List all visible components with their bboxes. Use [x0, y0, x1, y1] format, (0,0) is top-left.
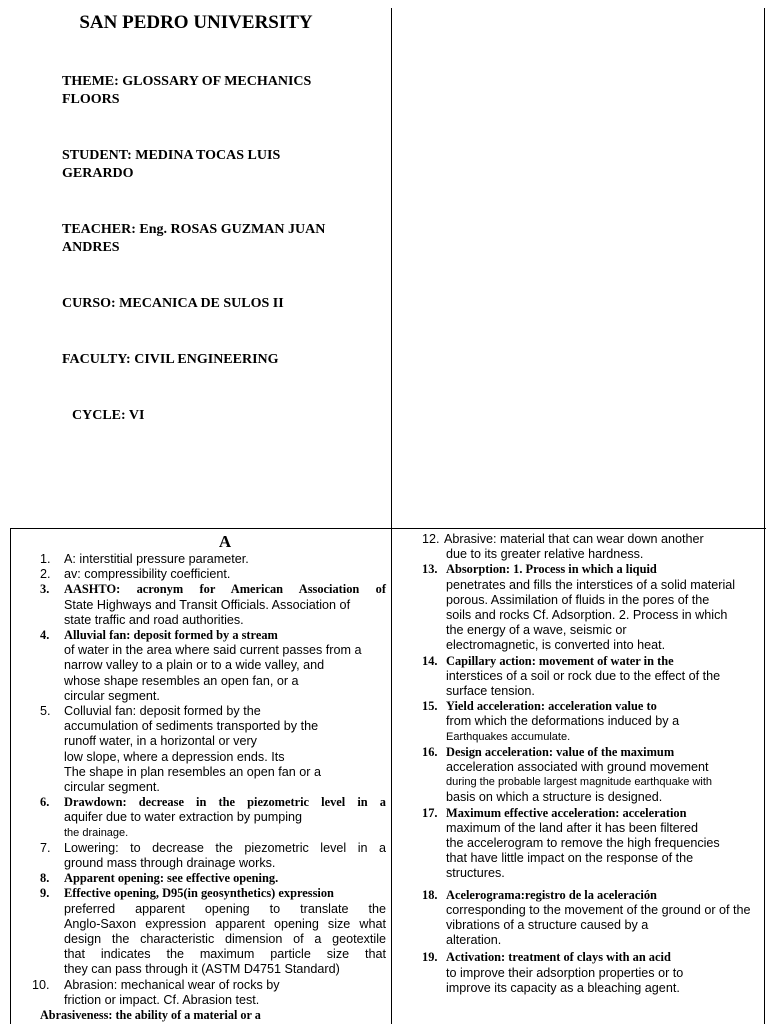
list-item: 8. Apparent opening: see effective opening. [40, 871, 279, 886]
list-item: 3. AASHTO: acronym for American Association of State Highways and Transit Officials. Association of state traffic and road authorities. [40, 582, 386, 627]
glossary-left-column [14, 532, 386, 1023]
section-letter: A [218, 532, 232, 551]
table-left-border [10, 528, 11, 1024]
course-field: CURSO: MECANICA DE SULOS II [62, 296, 284, 311]
table-middle-border [391, 528, 392, 1024]
student-field: STUDENT: MEDINA TOCAS LUIS GERARDO [62, 148, 281, 181]
faculty-field: FACULTY: CIVIL ENGINEERING [62, 352, 279, 367]
list-item: 18. Acelerograma:registro de la aceleración corresponding to the movement of the ground or of the vibrations of a structure caused by a alteration. [422, 887, 751, 948]
table-right-border [764, 8, 765, 1024]
cycle-field: CYCLE: VI [72, 408, 145, 423]
glossary-right-column [422, 532, 760, 996]
list-item: 14. Capillary action: movement of water in the interstices of a soil or rock due to the effect of the surface tension. [422, 653, 721, 699]
list-item: 16. Design acceleration: value of the maximum acceleration associated with ground movement during the probable largest magnitude earthquake with basis on which a structure is designed. [422, 744, 713, 805]
list-item: 10. Abrasion: mechanical wear of rocks by friction or impact. Cf. Abrasion test. [32, 977, 280, 1007]
list-item: 2. av: compressibility coefficient. [40, 567, 231, 582]
theme-field: THEME: GLOSSARY OF MECHANICS FLOORS [62, 74, 312, 107]
list-item: 19. Activation: treatment of clays with an acid to improve their adsorption properties or to improve its capacity as a bleaching agent. [422, 950, 684, 995]
list-item: 5. Colluvial fan: deposit formed by the accumulation of sediments transported by the runoff water, in a horizontal or very low slope, where a depression ends. Its The shape in plan resembles an open fan or a circular segment. [40, 704, 321, 795]
list-item: 17. Maximum effective acceleration: acceleration maximum of the land after it has been filtered the accelerogram to remove the high frequencies that have little impact on the response of the structures. [422, 805, 720, 881]
list-item: 13. Absorption: 1. Process in which a liquid penetrates and fills the interstices of a solid material porous. Assimilation of fluids in the pores of the soils and rocks Cf. Adsorption. 2. Process in which the energy of a wave, seismic or electromagnetic, is converted into heat. [422, 562, 736, 653]
list-item: 9. Effective opening, D95(in geosynthetics) expression preferred apparent opening to translate the Anglo-Saxon expression apparent opening size what design the characteristic dimension of a geotextile that indicates the maximum particle size that they can pass through it (ASTM D4751 Standard) [40, 886, 386, 977]
list-item: 1. A: interstitial pressure parameter. [40, 552, 249, 566]
cover-divider [391, 8, 392, 530]
teacher-field: TEACHER: Eng. ROSAS GUZMAN JUAN ANDRES [62, 222, 326, 255]
table-top-border [10, 528, 766, 529]
university-title: SAN PEDRO UNIVERSITY [79, 12, 313, 33]
list-item: Abrasiveness: the ability of a material or a [40, 1008, 261, 1023]
list-item: 7. Lowering: to decrease the piezometric level in a ground mass through drainage works. [40, 840, 386, 871]
list-item: 4. Alluvial fan: deposit formed by a stream of water in the area where said current passes from a narrow valley to a plain or to a wide valley, and whose shape resembles an open fan, or a circular segment. [40, 628, 362, 703]
list-item: 12. Abrasive: material that can wear down another due to its greater relative hardness. [422, 532, 704, 562]
list-item: 6. Drawdown: decrease in the piezometric level in a aquifer due to water extraction by pumping the drainage. [40, 795, 386, 839]
list-item: 15. Yield acceleration: acceleration value to from which the deformations induced by a Earthquakes accumulate. [422, 699, 680, 743]
